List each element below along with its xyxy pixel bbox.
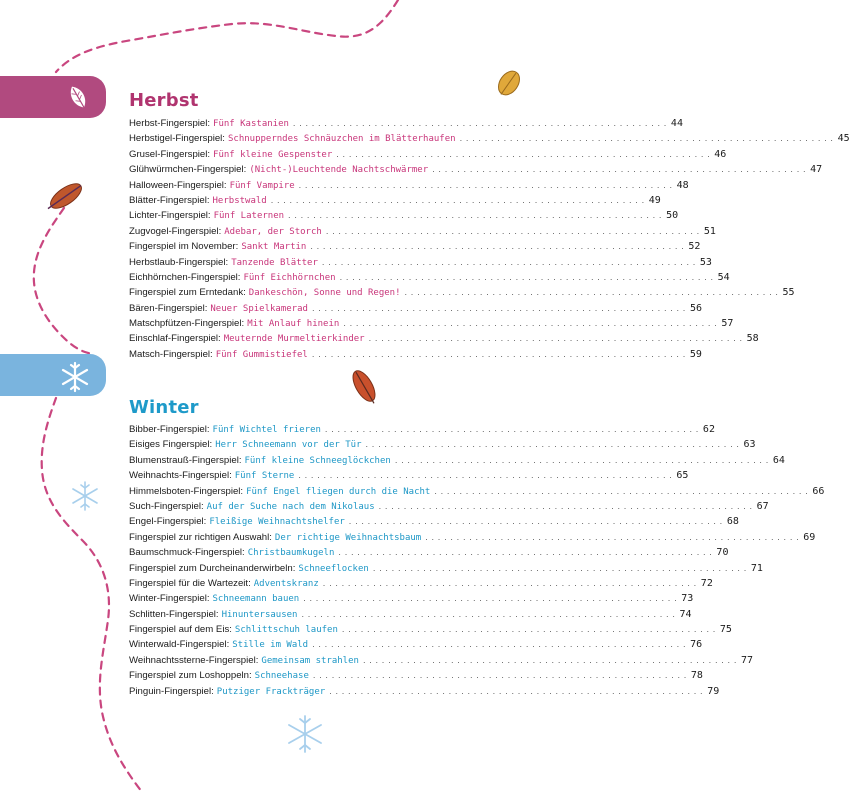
toc-entry[interactable] — [129, 437, 756, 452]
dot-leader: . . . . . . . . . . . . . . . . . . . . . . . . . . . . . . . . . . . . . . . . . . . . . . . . . . . . . . . . . . . . — [341, 625, 716, 635]
page-number: 64 — [772, 454, 785, 466]
entry-title: Tanzende Blätter — [231, 257, 318, 268]
page-number: 55 — [782, 287, 795, 299]
herbst-toc-list — [129, 116, 850, 362]
entry-label: Weihnachtssterne-Fingerspiel: — [129, 654, 259, 666]
toc-entry[interactable] — [129, 668, 703, 683]
entry-title: Schnupperndes Schnäuzchen im Blätterhaufen — [227, 134, 456, 145]
entry-title: Schneemann bauen — [212, 594, 300, 605]
entry-label: Bibber-Fingerspiel: — [129, 424, 210, 435]
entry-label: Grusel-Fingerspiel: — [129, 148, 211, 160]
page-number: 70 — [716, 547, 729, 559]
entry-label: Halloween-Fingerspiel: — [129, 179, 227, 191]
dot-leader: . . . . . . . . . . . . . . . . . . . . . . . . . . . . . . . . . . . . . . . . . . . . . . . . . . . . . . . . . . . . — [432, 165, 807, 175]
entry-title: Schneeflocken — [298, 563, 369, 574]
winter-toc-list — [129, 422, 825, 699]
entry-title: Gemeinsam strahlen — [261, 655, 359, 666]
entry-title: Der richtige Weihnachtsbaum — [274, 532, 422, 543]
entry-label: Fingerspiel zum Erntedank: — [129, 287, 246, 299]
page-number: 45 — [837, 133, 850, 145]
entry-title: Christbaumkugeln — [247, 548, 335, 559]
dot-leader: . . . . . . . . . . . . . . . . . . . . . . . . . . . . . . . . . . . . . . . . . . . . . . . . . . . . . . . . . . . . — [394, 455, 769, 465]
entry-label: Winterwald-Fingerspiel: — [129, 639, 230, 651]
page-number: 65 — [676, 470, 689, 482]
dot-leader: . . . . . . . . . . . . . . . . . . . . . . . . . . . . . . . . . . . . . . . . . . . . . . . . . . . . . . . . . . . . — [343, 319, 718, 329]
entry-label: Herbst-Fingerspiel: — [129, 118, 211, 129]
dot-leader: . . . . . . . . . . . . . . . . . . . . . . . . . . . . . . . . . . . . . . . . . . . . . . . . . . . . . . . . . . . . — [321, 257, 696, 267]
page-number: 44 — [670, 118, 683, 129]
dot-leader: . . . . . . . . . . . . . . . . . . . . . . . . . . . . . . . . . . . . . . . . . . . . . . . . . . . . . . . . . . . . — [365, 440, 740, 450]
toc-entry[interactable] — [129, 637, 703, 652]
entry-label: Such-Fingerspiel: — [129, 500, 204, 512]
dot-leader: . . . . . . . . . . . . . . . . . . . . . . . . . . . . . . . . . . . . . . . . . . . . . . . . . . . . . . . . . . . . — [298, 180, 673, 190]
entry-label: Fingerspiel für die Wartezeit: — [129, 577, 251, 589]
toc-entry[interactable] — [129, 622, 732, 637]
dot-leader: . . . . . . . . . . . . . . . . . . . . . . . . . . . . . . . . . . . . . . . . . . . . . . . . . . . . . . . . . . . . — [368, 334, 743, 344]
herbst-section-tab — [0, 76, 106, 118]
toc-entry[interactable] — [129, 499, 769, 514]
toc-entry[interactable] — [129, 347, 702, 362]
page-number: 57 — [721, 318, 734, 330]
toc-entry[interactable] — [129, 147, 727, 162]
entry-label: Fingerspiel im November: — [129, 241, 239, 253]
page-number: 74 — [679, 608, 692, 620]
dot-leader: . . . . . . . . . . . . . . . . . . . . . . . . . . . . . . . . . . . . . . . . . . . . . . . . . . . . . . . . . . . . — [372, 563, 747, 573]
dashed-path — [42, 398, 142, 792]
toc-entry[interactable] — [129, 224, 716, 239]
dot-leader: . . . . . . . . . . . . . . . . . . . . . . . . . . . . . . . . . . . . . . . . . . . . . . . . . . . . . . . . . . . . — [322, 578, 697, 588]
entry-title: Fünf Eichhörnchen — [243, 272, 336, 283]
dot-leader: . . . . . . . . . . . . . . . . . . . . . . . . . . . . . . . . . . . . . . . . . . . . . . . . . . . . . . . . . . . . — [329, 686, 704, 696]
toc-entry[interactable] — [129, 193, 661, 208]
dashed-path — [34, 208, 92, 354]
entry-label: Bären-Fingerspiel: — [129, 302, 208, 314]
page-number: 73 — [681, 593, 694, 605]
dot-leader: . . . . . . . . . . . . . . . . . . . . . . . . . . . . . . . . . . . . . . . . . . . . . . . . . . . . . . . . . . . . — [404, 288, 779, 298]
entry-label: Eichhörnchen-Fingerspiel: — [129, 271, 241, 283]
golden-leaf-icon — [494, 67, 524, 99]
entry-label: Fingerspiel auf dem Eis: — [129, 624, 232, 636]
entry-label: Herbstigel-Fingerspiel: — [129, 133, 225, 145]
herbst-heading: Herbst — [129, 90, 199, 111]
entry-title: Adventskranz — [253, 578, 319, 589]
entry-title: Stille im Wald — [232, 640, 309, 651]
page-number: 72 — [700, 577, 713, 589]
entry-title: Fleißige Weihnachtshelfer — [209, 517, 345, 528]
dot-leader: . . . . . . . . . . . . . . . . . . . . . . . . . . . . . . . . . . . . . . . . . . . . . . . . . . . . . . . . . . . . — [434, 486, 809, 496]
dot-leader: . . . . . . . . . . . . . . . . . . . . . . . . . . . . . . . . . . . . . . . . . . . . . . . . . . . . . . . . . . . . — [301, 609, 676, 619]
dashed-path — [56, 0, 398, 72]
page-number: 71 — [750, 562, 763, 574]
entry-label: Weihnachts-Fingerspiel: — [129, 470, 232, 482]
toc-entry[interactable] — [129, 607, 692, 622]
entry-label: Matsch-Fingerspiel: — [129, 348, 213, 360]
page-number: 78 — [690, 670, 703, 682]
toc-entry[interactable] — [129, 468, 689, 483]
toc-entry[interactable] — [129, 653, 754, 668]
toc-entry[interactable] — [129, 162, 823, 177]
dot-leader: . . . . . . . . . . . . . . . . . . . . . . . . . . . . . . . . . . . . . . . . . . . . . . . . . . . . . . . . . . . . — [312, 671, 687, 681]
page-number: 62 — [702, 424, 715, 435]
entry-title: Fünf Vampire — [229, 180, 295, 191]
entry-title: Fünf Laternen — [213, 211, 285, 222]
toc-entry[interactable] — [129, 684, 720, 699]
entry-title: Neuer Spielkamerad — [210, 303, 308, 314]
page-number: 76 — [690, 639, 703, 651]
page-number: 52 — [688, 241, 701, 253]
toc-entry[interactable] — [129, 116, 683, 131]
dot-leader: . . . . . . . . . . . . . . . . . . . . . . . . . . . . . . . . . . . . . . . . . . . . . . . . . . . . . . . . . . . . — [339, 272, 714, 282]
entry-label: Blätter-Fingerspiel: — [129, 194, 210, 206]
entry-label: Lichter-Fingerspiel: — [129, 210, 211, 222]
dot-leader: . . . . . . . . . . . . . . . . . . . . . . . . . . . . . . . . . . . . . . . . . . . . . . . . . . . . . . . . . . . . — [378, 501, 753, 511]
dot-leader: . . . . . . . . . . . . . . . . . . . . . . . . . . . . . . . . . . . . . . . . . . . . . . . . . . . . . . . . . . . . — [459, 134, 834, 144]
entry-title: Mit Anlauf hinein — [247, 319, 340, 330]
dot-leader: . . . . . . . . . . . . . . . . . . . . . . . . . . . . . . . . . . . . . . . . . . . . . . . . . . . . . . . . . . . . — [310, 242, 685, 252]
red-leaf-icon — [43, 179, 85, 215]
dot-leader: . . . . . . . . . . . . . . . . . . . . . . . . . . . . . . . . . . . . . . . . . . . . . . . . . . . . . . . . . . . . — [303, 594, 678, 604]
toc-entry[interactable] — [129, 545, 729, 560]
entry-title: Hinuntersausen — [221, 609, 298, 620]
entry-title: Fünf Sterne — [234, 471, 295, 482]
entry-label: Fingerspiel zum Durcheinanderwirbeln: — [129, 562, 296, 574]
page-number: 49 — [648, 194, 661, 206]
page-number: 58 — [746, 333, 759, 345]
toc-entry[interactable] — [129, 285, 795, 300]
entry-label: Schlitten-Fingerspiel: — [129, 608, 219, 620]
toc-entry[interactable] — [129, 331, 759, 346]
entry-label: Fingerspiel zur richtigen Auswahl: — [129, 531, 272, 543]
page-number: 77 — [740, 654, 754, 666]
dot-leader: . . . . . . . . . . . . . . . . . . . . . . . . . . . . . . . . . . . . . . . . . . . . . . . . . . . . . . . . . . . . — [338, 548, 713, 558]
entry-label: Blumenstrauß-Fingerspiel: — [129, 454, 242, 466]
page-number: 48 — [676, 179, 689, 191]
entry-title: Herr Schneemann vor der Tür — [215, 440, 362, 451]
page-number: 51 — [703, 225, 716, 237]
page-number: 50 — [666, 210, 679, 222]
page-number: 75 — [719, 624, 732, 636]
toc-entry[interactable] — [129, 561, 763, 576]
entry-label: Matschpfützen-Fingerspiel: — [129, 318, 245, 330]
toc-entry[interactable] — [129, 591, 694, 606]
toc-entry[interactable] — [129, 530, 816, 545]
entry-title: Adebar, der Storch — [224, 226, 322, 237]
toc-entry[interactable] — [129, 514, 739, 529]
entry-label: Einschlaf-Fingerspiel: — [129, 333, 221, 345]
entry-title: Auf der Suche nach dem Nikolaus — [206, 501, 375, 512]
entry-title: Schneehase — [254, 671, 309, 682]
page-number: 46 — [714, 148, 727, 160]
entry-label: Winter-Fingerspiel: — [129, 593, 210, 605]
dot-leader: . . . . . . . . . . . . . . . . . . . . . . . . . . . . . . . . . . . . . . . . . . . . . . . . . . . . . . . . . . . . — [298, 471, 673, 481]
entry-label: Zugvogel-Fingerspiel: — [129, 225, 222, 237]
entry-title: Dankeschön, Sonne und Regen! — [248, 288, 401, 299]
page-number: 69 — [803, 531, 816, 543]
dot-leader: . . . . . . . . . . . . . . . . . . . . . . . . . . . . . . . . . . . . . . . . . . . . . . . . . . . . . . . . . . . . — [325, 226, 700, 236]
page-number: 63 — [743, 439, 756, 451]
page-number: 79 — [707, 685, 720, 697]
toc-entry[interactable] — [129, 208, 679, 223]
entry-label: Fingerspiel zum Loshoppeln: — [129, 670, 252, 682]
dot-leader: . . . . . . . . . . . . . . . . . . . . . . . . . . . . . . . . . . . . . . . . . . . . . . . . . . . . . . . . . . . . — [288, 211, 663, 221]
entry-title: (Nicht-)Leuchtende Nachtschwärmer — [249, 165, 429, 176]
winter-section-tab — [0, 354, 106, 396]
red-leaf-icon — [349, 367, 381, 407]
snowflake-icon — [73, 482, 97, 510]
entry-title: Putziger Frackträger — [216, 686, 326, 697]
page-number: 47 — [810, 164, 823, 176]
page-number: 68 — [726, 516, 739, 528]
toc-entry[interactable] — [129, 422, 715, 437]
toc-entry[interactable] — [129, 301, 702, 316]
toc-entry[interactable] — [129, 270, 730, 285]
entry-title: Schlittschuh laufen — [234, 625, 338, 636]
dot-leader: . . . . . . . . . . . . . . . . . . . . . . . . . . . . . . . . . . . . . . . . . . . . . . . . . . . . . . . . . . . . — [348, 517, 723, 527]
toc-entry[interactable] — [129, 484, 825, 499]
dot-leader: . . . . . . . . . . . . . . . . . . . . . . . . . . . . . . . . . . . . . . . . . . . . . . . . . . . . . . . . . . . . — [362, 655, 737, 665]
entry-title: Fünf Gummistiefel — [215, 349, 308, 360]
dot-leader: . . . . . . . . . . . . . . . . . . . . . . . . . . . . . . . . . . . . . . . . . . . . . . . . . . . . . . . . . . . . — [270, 195, 645, 205]
toc-entry[interactable] — [129, 131, 850, 146]
snowflake-icon — [289, 716, 321, 752]
entry-label: Baumschmuck-Fingerspiel: — [129, 547, 245, 559]
page-number: 59 — [689, 348, 702, 360]
dot-leader: . . . . . . . . . . . . . . . . . . . . . . . . . . . . . . . . . . . . . . . . . . . . . . . . . . . . . . . . . . . . — [324, 425, 699, 434]
toc-entry[interactable] — [129, 178, 689, 193]
winter-heading: Winter — [129, 397, 199, 418]
page-number: 53 — [699, 256, 712, 268]
entry-title: Herbstwald — [212, 195, 267, 206]
toc-entry[interactable] — [129, 239, 701, 254]
entry-title: Meuternde Murmeltierkinder — [223, 334, 365, 345]
dot-leader: . . . . . . . . . . . . . . . . . . . . . . . . . . . . . . . . . . . . . . . . . . . . . . . . . . . . . . . . . . . . — [292, 119, 667, 128]
dot-leader: . . . . . . . . . . . . . . . . . . . . . . . . . . . . . . . . . . . . . . . . . . . . . . . . . . . . . . . . . . . . — [336, 149, 711, 159]
entry-label: Pinguin-Fingerspiel: — [129, 685, 214, 697]
entry-title: Sankt Martin — [241, 242, 307, 253]
entry-title: Fünf Wichtel frieren — [212, 425, 321, 435]
page-number: 67 — [756, 500, 769, 512]
page-number: 66 — [812, 485, 825, 497]
entry-title: Fünf kleine Schneeglöckchen — [244, 455, 391, 466]
dot-leader: . . . . . . . . . . . . . . . . . . . . . . . . . . . . . . . . . . . . . . . . . . . . . . . . . . . . . . . . . . . . — [425, 532, 800, 542]
page-number: 56 — [689, 302, 702, 314]
page-number: 54 — [717, 271, 730, 283]
dot-leader: . . . . . . . . . . . . . . . . . . . . . . . . . . . . . . . . . . . . . . . . . . . . . . . . . . . . . . . . . . . . — [311, 349, 686, 359]
entry-title: Fünf kleine Gespenster — [213, 149, 333, 160]
toc-entry[interactable] — [129, 316, 734, 331]
entry-label: Glühwürmchen-Fingerspiel: — [129, 164, 247, 176]
dot-leader: . . . . . . . . . . . . . . . . . . . . . . . . . . . . . . . . . . . . . . . . . . . . . . . . . . . . . . . . . . . . — [312, 640, 687, 650]
entry-label: Engel-Fingerspiel: — [129, 516, 207, 528]
entry-label: Himmelsboten-Fingerspiel: — [129, 485, 244, 497]
entry-title: Fünf Kastanien — [213, 119, 289, 129]
toc-entry[interactable] — [129, 255, 712, 270]
dot-leader: . . . . . . . . . . . . . . . . . . . . . . . . . . . . . . . . . . . . . . . . . . . . . . . . . . . . . . . . . . . . — [311, 303, 686, 313]
entry-title: Fünf Engel fliegen durch die Nacht — [246, 486, 431, 497]
toc-entry[interactable] — [129, 576, 713, 591]
toc-entry[interactable] — [129, 453, 785, 468]
entry-label: Herbstlaub-Fingerspiel: — [129, 256, 229, 268]
entry-label: Eisiges Fingerspiel: — [129, 439, 213, 451]
